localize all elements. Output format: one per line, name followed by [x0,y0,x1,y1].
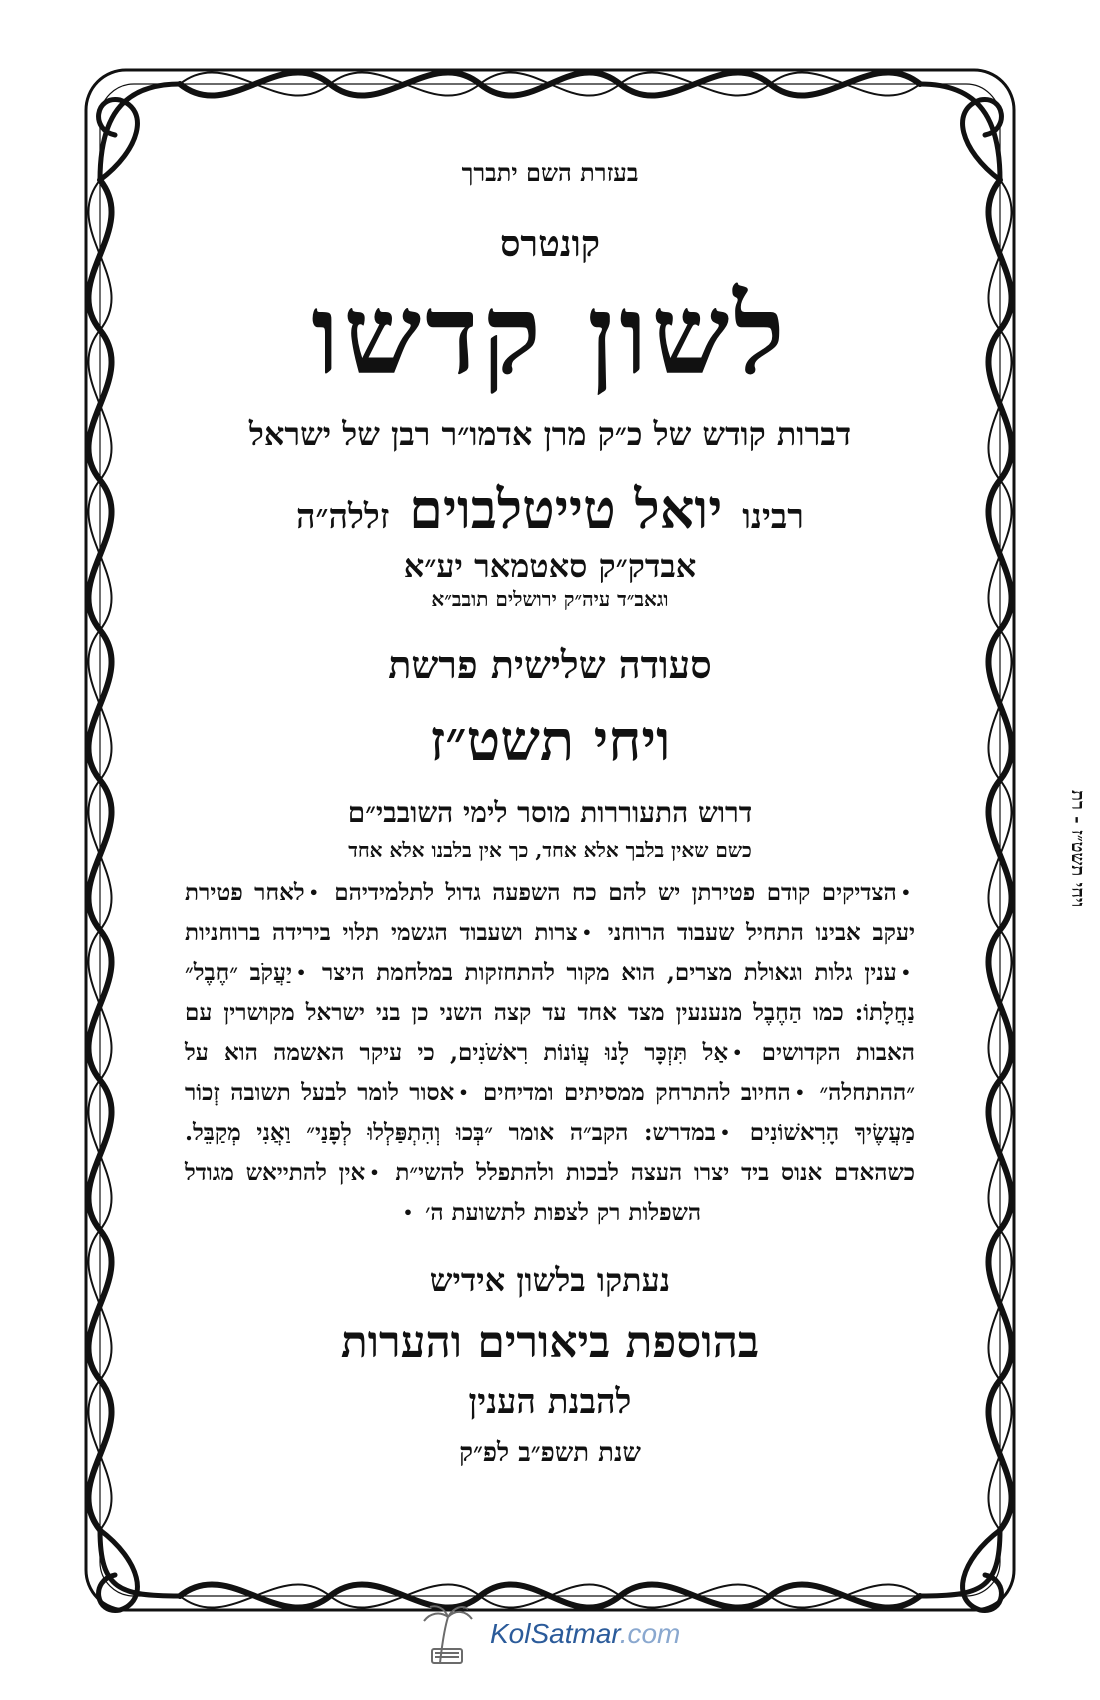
logo-domain: .com [619,1618,681,1649]
understanding-line: להבנת הענין [468,1381,632,1422]
author-name: יואל טייטלבוים [409,476,723,541]
logo-brand: KolSatmar [490,1618,620,1649]
topics-list [185,873,915,1233]
book-title: לשון קדשו [311,270,789,399]
bullet: • [794,1082,805,1102]
bullet: • [402,1202,414,1222]
topic-item: לאחר פטירת יעקב אבינו התחיל שעבוד הרוחני [185,878,915,946]
author-title-jerusalem: וגאב״ד עיה״ק ירושלים תובב״א [431,586,669,611]
publication-year: שנת תשפ״ב לפ״ק [459,1437,641,1468]
bullet: • [369,1162,380,1182]
author-suffix: זללה״ה [296,496,390,537]
blessing-line: בעזרת השם יתברך [461,158,639,187]
author-title-satmar: אבדק״ק סאטמאר יע״א [403,546,697,585]
kuntres-label: קונטרס [499,223,601,265]
side-page-label: ויחי תשט״ז - רת [1067,790,1088,908]
author-intro: דברות קודש של כ״ק מרן אדמו״ר רבן של ישראל [248,414,852,453]
bullet: • [458,1082,469,1102]
bullet: • [900,962,911,982]
bullet: • [296,962,307,982]
occasion-line: סעודה שלישית פרשת [388,641,712,687]
topic-item: הצדיקים קודם פטירתן יש להם כח השפעה גדול לתלמידיהם [334,878,897,906]
bullet: • [732,1042,743,1062]
translation-note: נעתקו בלשון אידיש [429,1260,671,1299]
topic-item: אין להתייאש מגודל השפלות רק לצפות לתשועת ה׳ [185,1158,702,1226]
drush-subheading: כשם שאין בלבך אלא אחד, כך אין בלבנו אלא אחד [348,837,752,862]
topic-item: במדרש: הקב״ה אומר ״בְּכוּ וְהִתְפַּלְלוּ לְפָנַי״ וַאֲנִי מְקַבֵּל. כשהאדם אנוס ביד יצרו העצה לבכות ולהתפלל להשי״ת [185,1118,915,1186]
topic-item: ענין גלות וגאולת מצרים, הוא מקור להתחזקות במלחמת היצר [321,958,897,986]
additions-line: בהוספת ביאורים והערות [340,1316,760,1368]
topic-item: צרות ושעבוד הגשמי תלוי בירידה ברוחניות [185,918,578,946]
drush-heading: דרוש התעוררות מוסר לימי השובבי״ם [347,795,753,829]
bullet: • [900,882,912,902]
bullet: • [581,922,592,942]
author-prefix: רבינו [742,496,804,537]
site-logo-text [490,1618,680,1650]
parasha-title: ויחי תשט״ז [429,707,671,774]
author-line [175,477,925,541]
topic-item: החיוב להתרחק ממסיתים ומדיחים [482,1078,791,1106]
topic-item: יַעֲקֹב ״חֶבֶל״ נַחֲלָתוֹ: כמו הַחֶבֶל מנענעין מצד אחד עד קצה השני כן בני ישראל מקושרין עם האבות הקדושים [185,958,915,1066]
topic-item: אַל תִּזְכָּר לָנוּ עֲוֹנוֹת רִאשֹׁנִים, כי עיקר האשמה הוא על ״ההתחלה״ [185,1038,915,1106]
bullet: • [719,1122,731,1142]
bullet: • [308,882,319,902]
title-page-content [175,140,925,1468]
topic-item: אסור לומר לבעל תשובה זְכוֹר מַעֲשֶׂיךָ הָרִאשׁוֹנִים [185,1078,915,1146]
